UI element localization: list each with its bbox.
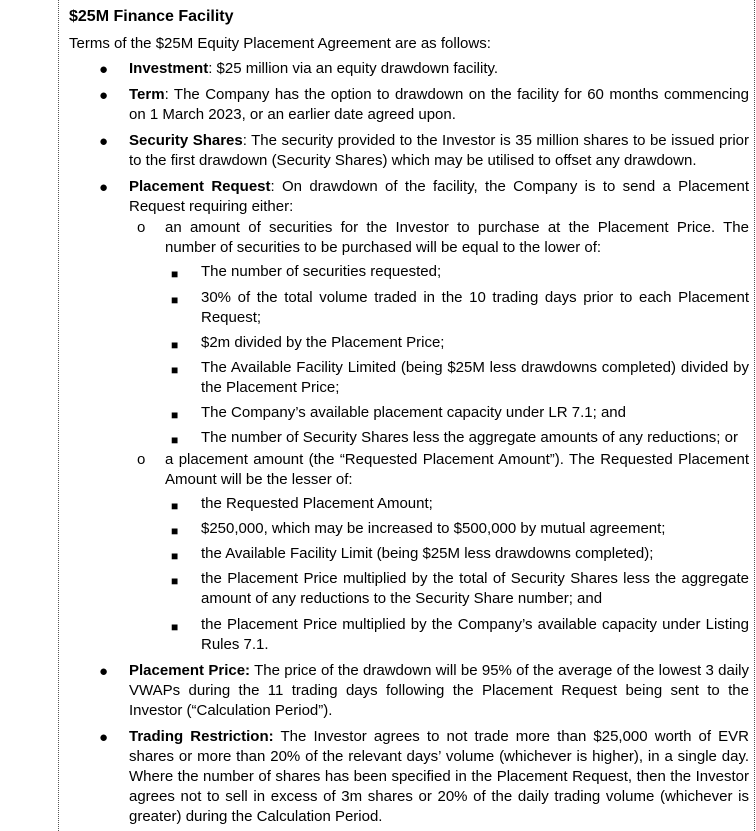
bullet-icon: ● xyxy=(99,87,109,104)
item-text: : The Company has the option to drawdown on the facility for 60 months commencing on 1 March 2023, or an earlier date agreed upon. xyxy=(129,86,749,123)
square-bullet-icon: ■ xyxy=(171,433,179,447)
item-label: Placement Request xyxy=(129,178,271,195)
list-item-trading-restriction xyxy=(129,727,749,827)
square-bullet-icon: ■ xyxy=(171,363,179,377)
section-title: $25M Finance Facility xyxy=(69,8,234,25)
circle-bullet-icon: o xyxy=(137,451,146,468)
square-bullet-icon: ■ xyxy=(171,338,179,352)
bullet-icon: ● xyxy=(99,179,109,196)
circle-bullet-icon: o xyxy=(137,219,146,236)
item-label: Trading Restriction: xyxy=(129,728,274,745)
sub-sub-item: $250,000, which may be increased to $500,000 by mutual agreement; xyxy=(201,520,666,537)
item-text: : On drawdown of the facility, the Company is to send a Placement Request requiring either: xyxy=(129,178,749,215)
item-text: : $25 million via an equity drawdown facility. xyxy=(208,60,499,77)
document-page xyxy=(58,0,755,831)
item-label: Placement Price: xyxy=(129,662,251,679)
square-bullet-icon: ■ xyxy=(171,408,179,422)
square-bullet-icon: ■ xyxy=(171,620,179,634)
sub-item-placement-amount: a placement amount (the “Requested Placement Amount”). The Requested Placement Amount will be the lesser of: xyxy=(165,451,749,488)
item-label: Term xyxy=(129,86,165,103)
sub-sub-item: the Available Facility Limit (being $25M less drawdowns completed); xyxy=(201,545,654,562)
sub-sub-item: The number of securities requested; xyxy=(201,263,442,280)
item-label: Security Shares xyxy=(129,132,243,149)
list-item-investment xyxy=(129,59,749,79)
list-item-placement-price xyxy=(129,661,749,721)
square-bullet-icon: ■ xyxy=(171,574,179,588)
bullet-icon: ● xyxy=(99,61,109,78)
sub-sub-item: the Placement Price multiplied by the Company’s available capacity under Listing Rules 7.1. xyxy=(201,616,749,653)
sub-sub-item: The Available Facility Limited (being $25M less drawdowns completed) divided by the Placement Price; xyxy=(201,359,749,396)
sub-sub-item: The Company’s available placement capacity under LR 7.1; and xyxy=(201,404,626,421)
square-bullet-icon: ■ xyxy=(171,499,179,513)
bullet-icon: ● xyxy=(99,663,109,680)
square-bullet-icon: ■ xyxy=(171,293,179,307)
sub-sub-item: The number of Security Shares less the aggregate amounts of any reductions; or xyxy=(201,429,738,446)
sub-sub-item: the Placement Price multiplied by the total of Security Shares less the aggregate amount of any reductions to the Security Share number; and xyxy=(201,570,749,607)
sub-sub-item: the Requested Placement Amount; xyxy=(201,495,433,512)
list-item-placement-request xyxy=(129,177,749,217)
square-bullet-icon: ■ xyxy=(171,267,179,281)
square-bullet-icon: ■ xyxy=(171,524,179,538)
square-bullet-icon: ■ xyxy=(171,549,179,563)
item-text: : The security provided to the Investor is 35 million shares to be issued prior to the first drawdown (Security Shares) which may be utilised to offset any drawdown. xyxy=(129,132,749,169)
intro-text: Terms of the $25M Equity Placement Agreement are as follows: xyxy=(69,35,491,52)
list-item-security-shares xyxy=(129,131,749,171)
item-text: The price of the drawdown will be 95% of the average of the lowest 3 daily VWAPs during the 11 trading days following the Placement Request being sent to the Investor (“Calculation Period”). xyxy=(129,662,749,719)
list-item-term xyxy=(129,85,749,125)
sub-item-securities: an amount of securities for the Investor to purchase at the Placement Price. The number of securities to be purchased will be equal to the lower of: xyxy=(165,219,749,256)
sub-sub-item: 30% of the total volume traded in the 10 trading days prior to each Placement Request; xyxy=(201,289,749,326)
bullet-icon: ● xyxy=(99,729,109,746)
bullet-icon: ● xyxy=(99,133,109,150)
item-label: Investment xyxy=(129,60,209,77)
item-text: The Investor agrees to not trade more than $25,000 worth of EVR shares or more than 20% of the relevant days’ volume (whichever is higher), in a single day. Where the number of shares has been specified in the Placement Request, then the Investor agrees not to sell in excess of 3m shares or 20% of the daily trading volume (whichever is greater) during the Calculation Period. xyxy=(129,728,750,825)
sub-sub-item: $2m divided by the Placement Price; xyxy=(201,334,445,351)
